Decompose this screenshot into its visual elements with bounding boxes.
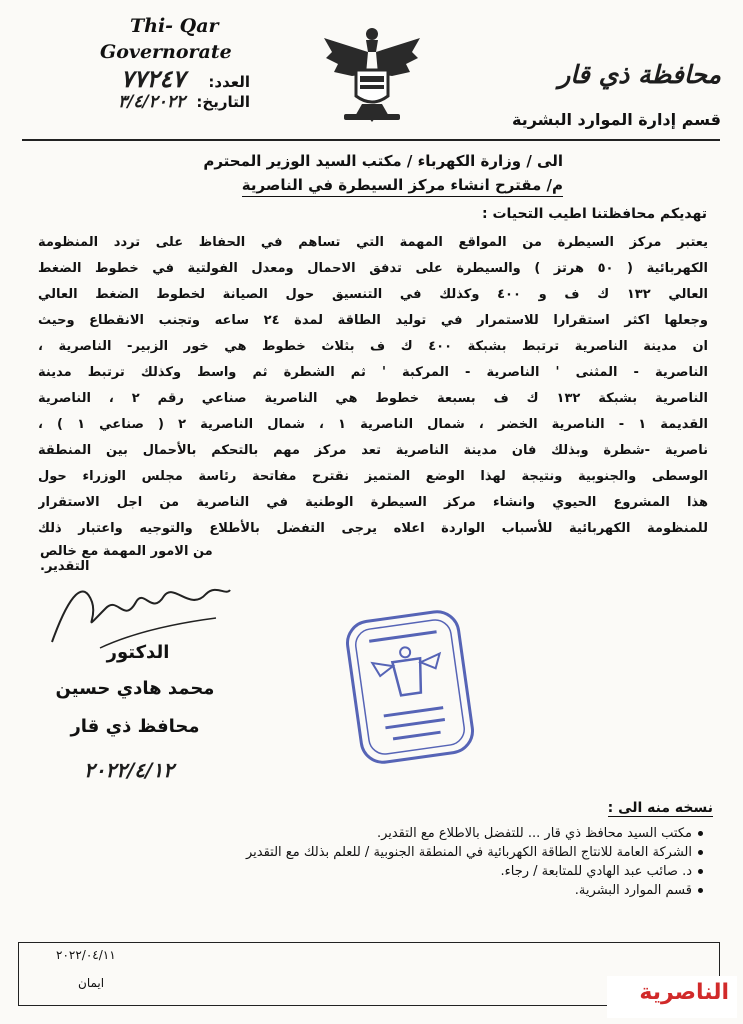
body-line: القديمة ١ - الناصرية الخضر ، شمال الناصرية ١ ، شمال الناصرية ٢ ( صناعي ١ ) ، [38, 417, 708, 432]
signatory-title: الدكتور [106, 642, 170, 663]
signatory-position: محافظ ذي قار [70, 716, 200, 737]
body-line: الكهربائية ( ٥٠ هرتز ) والسيطرة على تدفق الاحمال ومعدل الفولتية في خطوط الضغط [38, 261, 708, 276]
bullet-icon [698, 850, 703, 855]
official-stamp [340, 602, 480, 772]
body-line: الناصرية - المثنى ' الناصرية - المركبة ' ثم الشطرة ثم واسط وكذلك ترتبط مدينة [38, 365, 708, 380]
signature-date: ٢٠٢٢/٤/١٢ [84, 758, 174, 782]
bullet-icon [698, 831, 703, 836]
footer-date: ٢٠٢٢/٠٤/١١ [56, 948, 116, 962]
watermark-logo [607, 976, 737, 1018]
bullet-icon [698, 888, 703, 893]
subject-line: م/ مقترح انشاء مركز السيطرة في الناصرية [242, 176, 563, 197]
body-line: الوسطى والجنوبية ونتيجة لهذا الوضع المتميز نقترح مفاتحة رئاسة مجلس الوزراء حول [38, 469, 708, 484]
copies-heading: نسخه منه الى : [607, 800, 713, 816]
date-label: التاريخ: [196, 93, 250, 111]
number-value: ٧٧٢٤٧ [120, 64, 186, 93]
greeting: تهديكم محافظتنا اطيب التحيات : [482, 206, 707, 222]
date-value: ٣/٤/٢٠٢٢ [117, 92, 186, 112]
list-item: د. صائب عبد الهادي للمتابعة / رجاء. [203, 862, 703, 881]
footer-typist: ايمان [78, 976, 105, 990]
list-item: قسم الموارد البشرية. [203, 881, 703, 900]
governorate-calligraphy: محافظة ذي قار [558, 60, 721, 89]
english-title-line1: Thi- Qar [130, 15, 219, 37]
body-line: وجعلها اكثر استقرارا للاستمرار في توليد الطاقة لمدة ٢٤ ساعه وتجنب الانقطاع وحيث [38, 313, 708, 328]
date-field [40, 92, 250, 112]
recipient-line: الى / وزارة الكهرباء / مكتب السيد الوزير المحترم [203, 152, 563, 170]
english-title-line2: Governorate [100, 41, 232, 63]
body-line: العالي ١٣٢ ك ف و ٤٠٠ وكذلك في التنسيق حول الصيانة لخطوط الضغط العالي [38, 287, 708, 302]
watermark-text: الناصرية [639, 980, 729, 1005]
department-name: قسم إدارة الموارد البشرية [512, 110, 721, 129]
list-item: الشركة العامة للانتاج الطاقة الكهربائية في المنطقة الجنوبية / للعلم بذلك مع التقدير [203, 843, 703, 862]
number-label: العدد: [208, 73, 250, 91]
list-item: مكتب السيد محافظ ذي قار ... للتفضل بالاطلاع مع التقدير. [203, 824, 703, 843]
body-line: هذا المشروع الحيوي وانشاء مركز السيطرة الوطنية في الناصرية من اجل الاستقرار [38, 495, 708, 510]
body-text [38, 230, 708, 542]
iraq-eagle-emblem-icon [318, 18, 426, 126]
bullet-icon [698, 869, 703, 874]
number-field [40, 64, 250, 93]
body-line: ان مدينة الناصرية ترتبط بشبكة ٤٠٠ ك ف بثلاث خطوط هي خور الزبير- الناصرية ، [38, 339, 708, 354]
closing-line: من الامور المهمة مع خالص التقدير. [40, 544, 213, 574]
body-line: يعتبر مركز السيطرة من المواقع المهمة التي تساهم في الحفاظ على تردد المنظومة [38, 235, 708, 250]
signatory-name: محمد هادي حسين [55, 678, 215, 699]
body-line: ناصرية -شطرة وبذلك فان مدينة الناصرية تعد مركز مهم بالتحكم بالأحمال بين المنطقة [38, 443, 708, 458]
copies-list [203, 824, 703, 900]
body-line: للمنظومة الكهربائية للأسباب الواردة اعلاه يرجى التفضل بالأطلاع والتوجيه واعتبار ذلك [38, 521, 708, 536]
body-line: الناصرية بشبكة ١٣٢ ك ف بسبعة خطوط هي الناصرية صناعي رقم ٢ ، الناصرية [38, 391, 708, 406]
header-divider [22, 139, 720, 141]
